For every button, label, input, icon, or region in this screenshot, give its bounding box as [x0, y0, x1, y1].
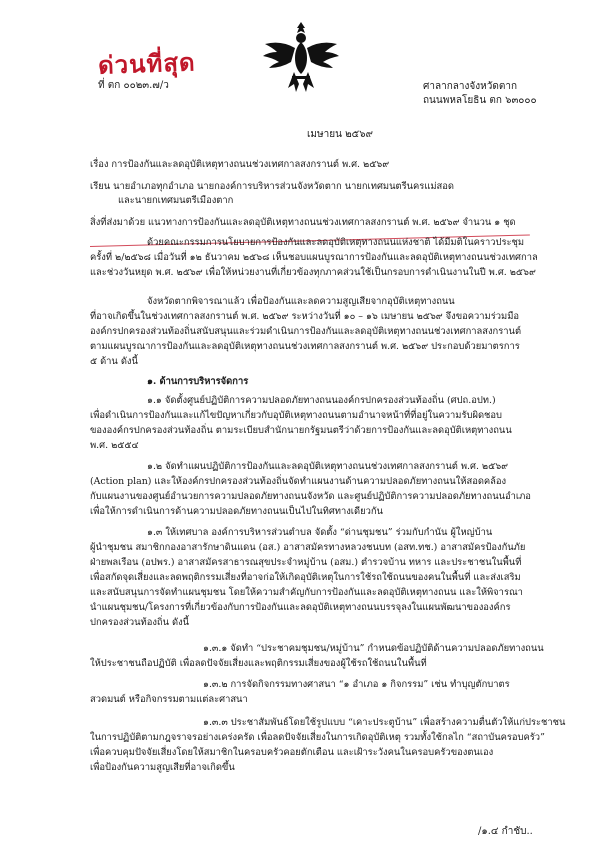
body-line: ด้วยคณะกรรมการนโยบายการป้องกันและลดอุบัติเหตุทางถนนแห่งชาติ ได้มีมติในคราวประชุม	[147, 237, 525, 248]
recipient-line-1: เรียน นายอำเภอทุกอำเภอ นายกองค์การบริหารส่วนจังหวัดตาก นายกเทศมนตรีนครแม่สอด	[90, 181, 454, 192]
body-line: ฝ่ายพลเรือน (อปพร.) อาสาสมัครสาธารณสุขประจำหมู่บ้าน (อสม.) ตำรวจบ้าน ทหาร และประชาชนในพื้นที่	[90, 557, 522, 568]
body-line: ๕ ด้าน ดังนี้	[90, 356, 138, 367]
body-line: ผู้นำชุมชน สมาชิกกองอาสารักษาดินแดน (อส.) อาสาสมัครทางหลวงชนบท (อสท.ทช.) อาสาสมัครป้องกันภัย	[90, 542, 526, 553]
body-line: ๑.๓.๓ ประชาสัมพันธ์โดยใช้รูปแบบ “เคาะประตูบ้าน” เพื่อสร้างความตื่นตัวให้แก่ประชาชน	[203, 717, 566, 728]
body-line: เพื่อสกัดจุดเสี่ยงและลดพฤติกรรมเสี่ยงที่อาจก่อให้เกิดอุบัติเหตุในการใช้รถใช้ถนนของคนในพื้นที่ และส่งเสริม	[90, 572, 521, 583]
body-line: เพื่อให้การดำเนินการด้านความปลอดภัยทางถนนเป็นไปในทิศทางเดียวกัน	[90, 506, 383, 517]
body-line: ครั้งที่ ๒/๒๕๖๘ เมื่อวันที่ ๑๒ ธันวาคม ๒๕๖๘ เห็นชอบแผนบูรณาการป้องกันและลดอุบัติเหตุทางถนนช่วงเทศกาล	[90, 252, 538, 263]
continuation-ref: /๑.๔ กำชับ..	[478, 826, 533, 837]
section-heading: ๑. ด้านการบริหารจัดการ	[147, 376, 249, 387]
recipient-line-2: และนายกเทศมนตรีเมืองตาก	[118, 195, 234, 206]
body-line: ตามแผนบูรณาการป้องกันและลดอุบัติเหตุทางถนนช่วงเทศกาลสงกรานต์ พ.ศ. ๒๕๖๙ ประกอบด้วยมาตรการ	[90, 341, 520, 352]
urgency-stamp: ด่วนที่สุด	[97, 47, 197, 80]
body-line: องค์กรปกครองส่วนท้องถิ่นสนับสนุนและร่วมดำเนินการป้องกันและลดอุบัติเหตุทางถนนช่วงเทศกาลสงกรานต์	[90, 326, 522, 337]
body-line: ให้ประชาชนถือปฏิบัติ เพื่อลดปัจจัยเสี่ยงและพฤติกรรมเสี่ยงของผู้ใช้รถใช้ถนนในพื้นที่	[90, 658, 427, 669]
body-line: ในการปฏิบัติตามกฎจราจรอย่างเคร่งครัด เพื่อลดปัจจัยเสี่ยงในการเกิดอุบัติเหตุ รวมทั้งใช้กลไก “สถาบันครอบครัว”	[90, 732, 545, 743]
subject-line: เรื่อง การป้องกันและลดอุบัติเหตุทางถนนช่วงเทศกาลสงกรานต์ พ.ศ. ๒๕๖๙	[90, 159, 390, 170]
agency-name: ศาลากลางจังหวัดตาก	[423, 81, 517, 92]
body-line: ที่อาจเกิดขึ้นในช่วงเทศกาลสงกรานต์ พ.ศ. ๒๕๖๙ ระหว่างวันที่ ๑๐ – ๑๖ เมษายน ๒๕๖๙ จึงขอความร่วมมือ	[90, 311, 520, 322]
body-line: พ.ศ. ๒๕๕๔	[90, 440, 139, 451]
body-line: เพื่อควบคุมปัจจัยเสี่ยงโดยให้สมาชิกในครอบครัวคอยตักเตือน และเฝ้าระวังคนในครอบครัวของตนเอง	[90, 747, 494, 758]
garuda-emblem-icon	[258, 16, 344, 102]
body-line: ปกครองส่วนท้องถิ่น ดังนี้	[90, 617, 190, 628]
body-line: ๑.๓.๑ จัดทำ “ประชาคมชุมชน/หมู่บ้าน” กำหนดข้อปฏิบัติด้านความปลอดภัยทางถนน	[203, 643, 544, 654]
body-line: จังหวัดตากพิจารณาแล้ว เพื่อป้องกันและลดความสูญเสียจากอุบัติเหตุทางถนน	[147, 296, 455, 307]
body-line: เพื่อป้องกันความสูญเสียที่อาจเกิดขึ้น	[90, 762, 235, 773]
agency-street: ถนนพหลโยธิน ตก ๖๓๐๐๐	[423, 95, 537, 106]
agency-address	[423, 80, 537, 108]
body-line: ขององค์กรปกครองส่วนท้องถิ่น ตามระเบียบสำนักนายกรัฐมนตรีว่าด้วยการป้องกันและลดอุบัติเหตุทางถนน	[90, 425, 512, 436]
body-line: ๑.๒ จัดทำแผนปฏิบัติการป้องกันและลดอุบัติเหตุทางถนนช่วงเทศกาลสงกรานต์ พ.ศ. ๒๕๖๙	[147, 461, 509, 472]
enclosure-line: สิ่งที่ส่งมาด้วย แนวทางการป้องกันและลดอุบัติเหตุทางถนนช่วงเทศกาลสงกรานต์ พ.ศ. ๒๕๖๙ จำนวน ๑ ชุด	[90, 217, 516, 228]
body-line: ๑.๑ จัดตั้งศูนย์ปฏิบัติการความปลอดภัยทางถนนองค์กรปกครองส่วนท้องถิ่น (ศปถ.อปท.)	[147, 395, 496, 406]
body-line: สวดมนต์ หรือกิจกรรมตามแต่ละศาสนา	[90, 694, 248, 705]
document-number: ที่ ตก ๐๐๒๓.๗/ว	[98, 80, 169, 91]
body-line: ๑.๓ ให้เทศบาล องค์การบริหารส่วนตำบล จัดตั้ง “ด่านชุมชน” ร่วมกับกำนัน ผู้ใหญ่บ้าน	[147, 527, 493, 538]
body-line: นำแผนชุมชน/โครงการที่เกี่ยวข้องกับการป้องกันและลดอุบัติเหตุทางถนนบรรจุลงในแผนพัฒนาขององค์กร	[90, 602, 511, 613]
body-line: (Action plan) และให้องค์กรปกครองส่วนท้องถิ่นจัดทำแผนงานด้านความปลอดภัยทางถนนให้สอดคล้อง	[90, 476, 507, 487]
body-line: และช่วงวันหยุด พ.ศ. ๒๕๖๙ เพื่อให้หน่วยงานที่เกี่ยวข้องทุกภาคส่วนใช้เป็นกรอบการดำเนินงานในปี พ.ศ. ๒๕๖๙	[90, 267, 536, 278]
body-line: กับแผนงานของศูนย์อำนวยการความปลอดภัยทางถนนจังหวัด และศูนย์ปฏิบัติการความปลอดภัยทางถนนอำเภอ	[90, 491, 531, 502]
body-line: และสนับสนุนการจัดทำแผนชุมชน โดยให้ความสำคัญกับการป้องกันและลดอุบัติเหตุทางถนน และให้พิจารณา	[90, 587, 523, 598]
body-line: เพื่อดำเนินการป้องกันและแก้ไขปัญหาเกี่ยวกับอุบัติเหตุทางถนนตามอำนาจหน้าที่ที่อยู่ในความรับผิดชอบ	[90, 410, 502, 421]
document-date: เมษายน ๒๕๖๙	[307, 129, 373, 140]
body-line: ๑.๓.๒ การจัดกิจกรรมทางศาสนา “๑ อำเภอ ๑ กิจกรรม” เช่น ทำบุญตักบาตร	[203, 679, 510, 690]
